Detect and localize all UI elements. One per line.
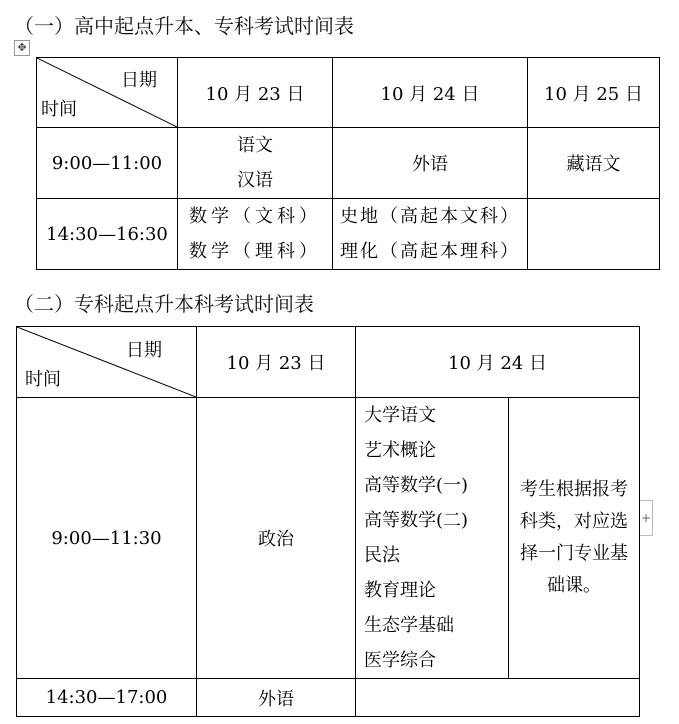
move-arrows-icon[interactable]: ✥ xyxy=(14,40,30,56)
subject-item: 史地（高起本文科） xyxy=(340,206,520,227)
time-cell: 14:30—17:00 xyxy=(17,679,197,717)
empty-cell xyxy=(356,679,640,717)
time-cell: 14:30—16:30 xyxy=(37,199,178,270)
table2-corner-cell xyxy=(17,327,197,398)
subject-cell xyxy=(528,128,660,199)
date-header: 10 月 24 日 xyxy=(333,58,528,128)
schedule-table-2 xyxy=(16,326,640,717)
date-header: 10 月 24 日 xyxy=(356,327,640,398)
time-cell: 9:00—11:00 xyxy=(37,128,178,199)
subject-item: 教育理论 xyxy=(364,580,436,601)
subject-item: 民法 xyxy=(364,545,400,566)
subject-item: 数学（文科） xyxy=(189,206,321,227)
subject-item: 理化（高起本理科） xyxy=(340,241,520,262)
subject-item: 外语 xyxy=(412,154,448,175)
subject-cell xyxy=(178,199,333,270)
section1-title: （一）高中起点升本、专科考试时间表 xyxy=(14,14,354,38)
date-header: 10 月 23 日 xyxy=(178,58,333,128)
note-cell: 考生根据报考科类，对应选择一门专业基础课。 xyxy=(509,398,640,679)
subject-item: 高等数学(二) xyxy=(364,510,469,531)
date-header: 10 月 25 日 xyxy=(528,58,660,128)
schedule-table-1 xyxy=(36,57,660,270)
subject-item: 医学综合 xyxy=(364,650,436,671)
subject-cell: 外语 xyxy=(197,679,356,717)
subject-item: 大学语文 xyxy=(364,405,436,426)
empty-cell xyxy=(528,199,660,270)
date-corner-label: 日期 xyxy=(121,70,157,91)
section2-title: （二）专科起点升本科考试时间表 xyxy=(14,292,314,316)
subject-cell: 政治 xyxy=(197,398,356,679)
subject-item: 数学（理科） xyxy=(189,241,321,262)
subject-item: 高等数学(一) xyxy=(364,475,469,496)
subject-item: 生态学基础 xyxy=(364,615,454,636)
subject-cell xyxy=(333,128,528,199)
time-corner-label: 时间 xyxy=(41,99,77,120)
time-corner-label: 时间 xyxy=(25,369,61,390)
time-cell: 9:00—11:30 xyxy=(17,398,197,679)
date-header: 10 月 23 日 xyxy=(197,327,356,398)
subject-list-cell xyxy=(356,398,509,679)
subject-cell xyxy=(178,128,333,199)
subject-item: 语文 xyxy=(237,135,273,156)
table1-corner-cell xyxy=(37,58,178,128)
plus-icon[interactable]: + xyxy=(640,500,653,536)
subject-item: 汉语 xyxy=(237,170,273,191)
date-corner-label: 日期 xyxy=(126,340,162,361)
subject-cell xyxy=(333,199,528,270)
subject-item: 藏语文 xyxy=(566,154,621,175)
subject-item: 艺术概论 xyxy=(364,440,436,461)
